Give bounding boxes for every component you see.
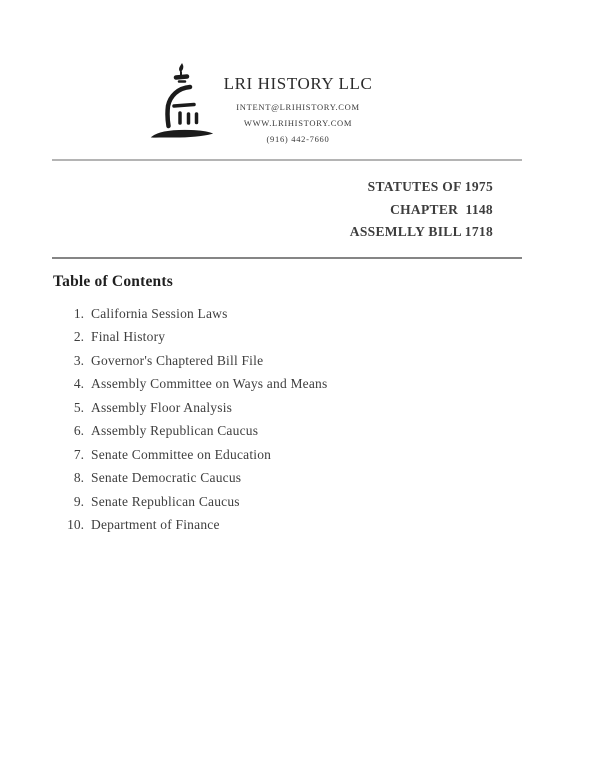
toc-item xyxy=(52,396,472,420)
toc-item-number: 6. xyxy=(73,423,84,439)
toc-item-label: Senate Committee on Education xyxy=(91,446,272,462)
bill-line: ASSEMLLY BILL 1718 xyxy=(349,224,493,240)
toc-item-label: Senate Republican Caucus xyxy=(91,493,240,509)
toc-item xyxy=(52,420,472,444)
toc-item xyxy=(52,302,472,326)
toc-list xyxy=(52,302,472,537)
toc-item-number: 7. xyxy=(73,446,84,462)
toc-item-number: 10. xyxy=(67,517,84,533)
letterhead xyxy=(210,74,386,147)
statute-reference xyxy=(350,176,493,244)
toc-item xyxy=(52,490,472,514)
toc-item-label: Senate Democratic Caucus xyxy=(91,470,242,486)
toc-item xyxy=(52,373,472,397)
toc-item xyxy=(52,443,472,467)
divider-bottom xyxy=(52,257,522,259)
toc-item-number: 3. xyxy=(73,352,84,368)
chapter-line: CHAPTER 1148 xyxy=(390,201,493,217)
contact-email: INTENT@LRIHISTORY.COM xyxy=(236,102,360,112)
toc-item xyxy=(52,349,472,373)
capitol-dome-sketch-icon xyxy=(147,61,217,145)
toc-item-label: Final History xyxy=(91,329,166,345)
toc-item-number: 9. xyxy=(73,493,84,509)
toc-item-label: Assembly Republican Caucus xyxy=(91,423,259,439)
toc-item-number: 1. xyxy=(73,305,84,321)
toc-heading: Table of Contents xyxy=(53,273,173,290)
contact-phone: (916) 442-7660 xyxy=(266,134,330,144)
statutes-line: STATUTES OF 1975 xyxy=(367,179,493,194)
toc-item-number: 8. xyxy=(73,470,84,486)
contact-website: WWW.LRIHISTORY.COM xyxy=(243,118,353,128)
toc-item xyxy=(52,514,472,538)
toc-item-label: Assembly Floor Analysis xyxy=(91,399,233,415)
contact-block xyxy=(210,99,386,147)
divider-top xyxy=(52,159,522,161)
company-name: LRI HISTORY LLC xyxy=(223,74,373,93)
toc-item-label: Department of Finance xyxy=(91,517,220,533)
toc-item-number: 5. xyxy=(73,399,84,415)
toc-item-number: 2. xyxy=(73,329,84,345)
toc-item-label: California Session Laws xyxy=(91,305,228,321)
toc-item-label: Assembly Committee on Ways and Means xyxy=(91,376,328,392)
toc-item xyxy=(52,467,472,491)
toc-item-number: 4. xyxy=(73,376,84,392)
toc-item xyxy=(52,326,472,350)
toc-item-label: Governor's Chaptered Bill File xyxy=(91,352,264,368)
